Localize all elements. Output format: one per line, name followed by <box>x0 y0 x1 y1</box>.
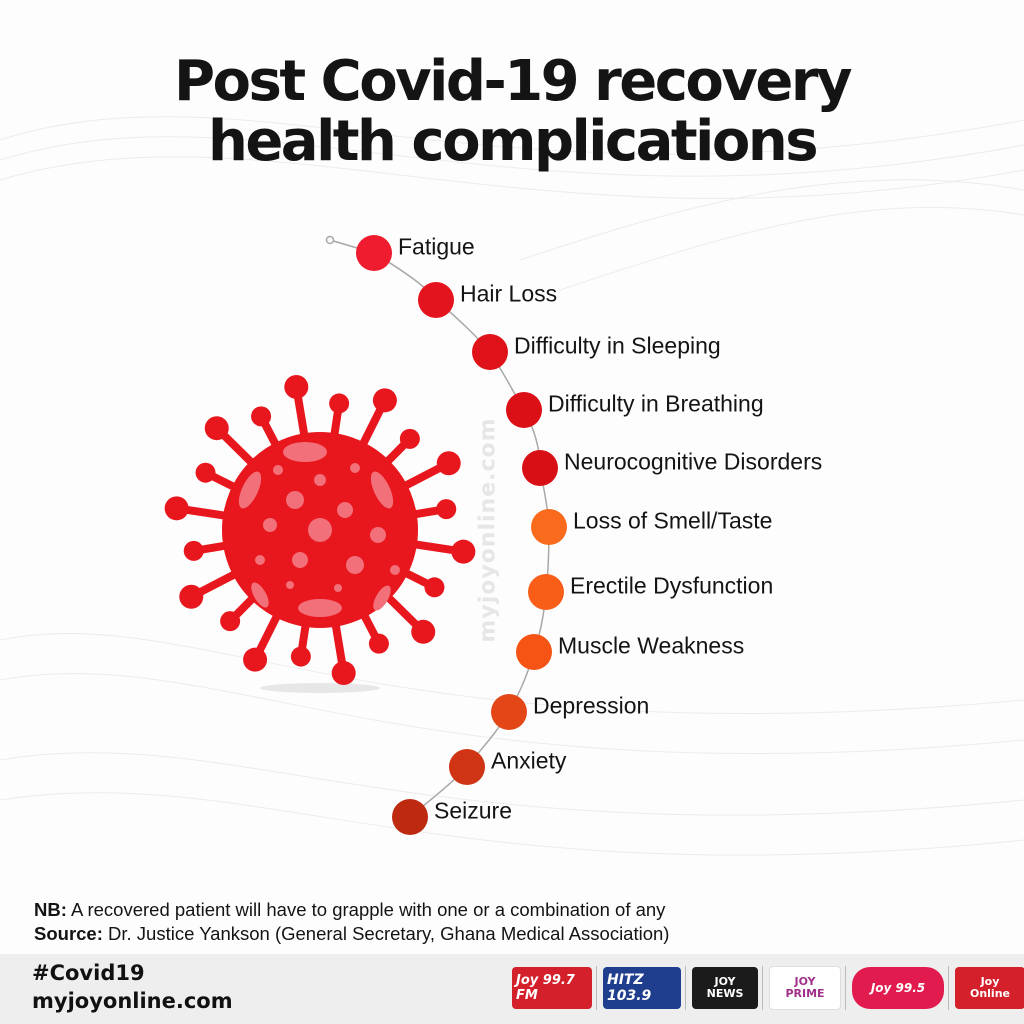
complication-label: Depression <box>533 692 650 719</box>
complication-label: Neurocognitive Disorders <box>564 448 823 475</box>
complication-label: Difficulty in Breathing <box>548 390 764 417</box>
complication-label: Difficulty in Sleeping <box>514 332 721 359</box>
complication-dot <box>356 235 392 271</box>
complication-dot <box>491 694 527 730</box>
complication-dot <box>418 282 454 318</box>
complication-dot <box>449 749 485 785</box>
complication-label: Seizure <box>434 797 512 824</box>
complication-dot <box>506 392 542 428</box>
complication-label: Muscle Weakness <box>558 632 745 659</box>
hashtag: #Covid19 <box>32 961 145 985</box>
complication-label: Anxiety <box>491 747 567 774</box>
footer <box>0 954 1024 1024</box>
joy-997-logo: Joy 99.7 FM <box>512 967 592 1009</box>
nb-note <box>34 898 994 922</box>
complication-dot <box>528 574 564 610</box>
joy-news-logo: JOY NEWS <box>692 967 758 1009</box>
title-line-2: health complications <box>207 109 817 174</box>
complication-dot <box>516 634 552 670</box>
source-label: Source: <box>34 923 103 944</box>
title-line-1: Post Covid-19 recovery <box>173 49 850 114</box>
complication-label: Hair Loss <box>460 280 558 307</box>
joy-995-logo: Joy 99.5 <box>852 967 944 1009</box>
source-text: Dr. Justice Yankson (General Secretary, Ghana Medical Association) <box>102 923 670 944</box>
joy-prime-logo: JOY PRIME <box>769 966 841 1010</box>
complication-label: Fatigue <box>398 233 475 260</box>
nb-label: NB: <box>34 899 67 920</box>
joy-online-logo: Joy Online <box>955 967 1024 1009</box>
brand-logos <box>512 964 1024 1012</box>
complication-dot <box>472 334 508 370</box>
source-note <box>34 922 994 946</box>
complication-dot <box>392 799 428 835</box>
complication-dot <box>531 509 567 545</box>
website-link[interactable]: myjoyonline.com <box>32 989 233 1013</box>
watermark: myjoyonline.com <box>475 417 501 643</box>
nb-text: A recovered patient will have to grapple with one or a combination of any <box>66 899 666 920</box>
complication-dot <box>522 450 558 486</box>
notes <box>34 898 994 946</box>
timeline-start-dot <box>327 237 334 244</box>
complication-label: Erectile Dysfunction <box>570 572 774 599</box>
complication-label: Loss of Smell/Taste <box>573 507 773 534</box>
timeline-connector <box>330 240 549 817</box>
hitz-1039-logo: HITZ 103.9 <box>603 967 681 1009</box>
